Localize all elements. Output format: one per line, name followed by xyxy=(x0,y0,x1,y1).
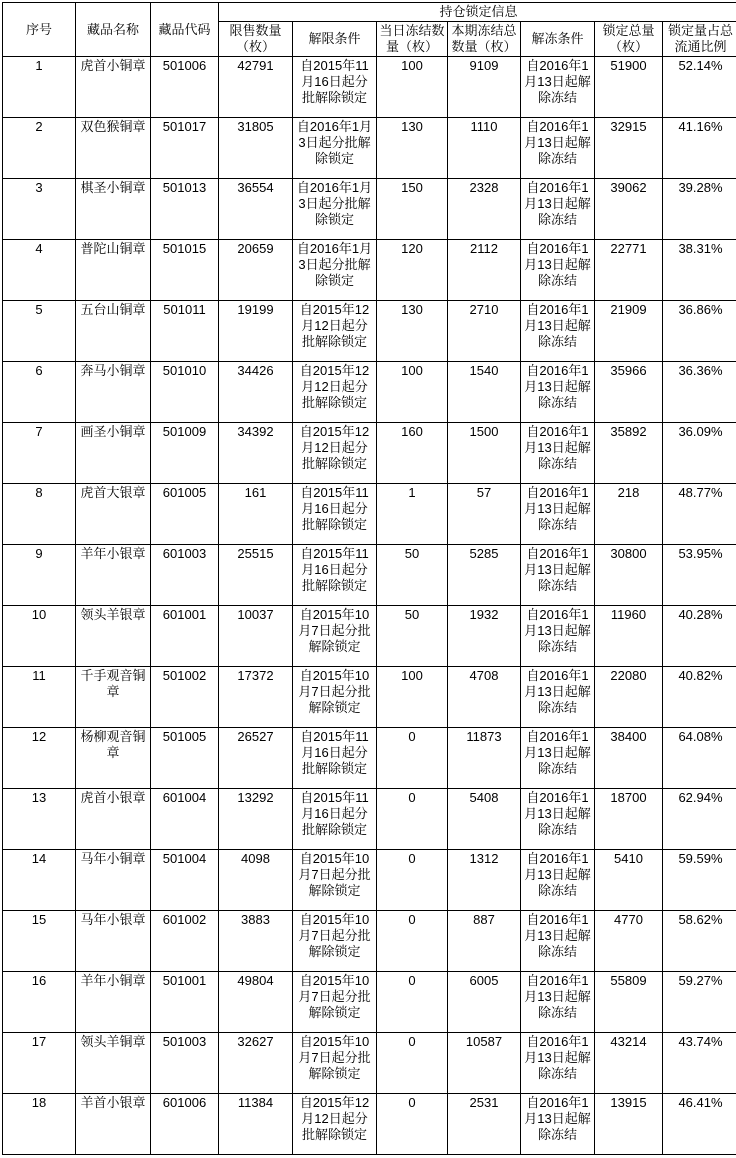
table-cell: 887 xyxy=(448,911,521,972)
table-cell: 自2016年1月13日起解除冻结 xyxy=(521,911,595,972)
table-cell: 虎首大银章 xyxy=(76,484,151,545)
table-cell: 43.74% xyxy=(663,1033,736,1094)
header-row-group xyxy=(3,3,736,22)
table-cell: 501005 xyxy=(151,728,219,789)
table-cell: 150 xyxy=(377,179,448,240)
table-cell: 羊首小银章 xyxy=(76,1094,151,1155)
table-cell: 36554 xyxy=(219,179,293,240)
table-cell: 57 xyxy=(448,484,521,545)
table-cell: 40.82% xyxy=(663,667,736,728)
table-cell: 46.41% xyxy=(663,1094,736,1155)
table-cell: 自2016年1月13日起解除冻结 xyxy=(521,1094,595,1155)
table-cell: 43214 xyxy=(595,1033,663,1094)
table-cell: 501001 xyxy=(151,972,219,1033)
table-cell: 普陀山铜章 xyxy=(76,240,151,301)
table-cell: 4770 xyxy=(595,911,663,972)
table-row xyxy=(3,606,736,667)
table-cell: 4 xyxy=(3,240,76,301)
table-cell: 501003 xyxy=(151,1033,219,1094)
table-cell: 100 xyxy=(377,57,448,118)
table-row xyxy=(3,1033,736,1094)
table-cell: 9109 xyxy=(448,57,521,118)
table-cell: 11 xyxy=(3,667,76,728)
table-cell: 36.09% xyxy=(663,423,736,484)
table-cell: 501009 xyxy=(151,423,219,484)
column-header: 本期冻结总数量（枚） xyxy=(448,22,521,57)
table-cell: 9 xyxy=(3,545,76,606)
table-row xyxy=(3,911,736,972)
table-cell: 14 xyxy=(3,850,76,911)
table-cell: 32915 xyxy=(595,118,663,179)
table-cell: 38400 xyxy=(595,728,663,789)
table-cell: 虎首小铜章 xyxy=(76,57,151,118)
table-cell: 601003 xyxy=(151,545,219,606)
column-header: 当日冻结数量（枚） xyxy=(377,22,448,57)
column-header: 锁定量占总流通比例 xyxy=(663,22,736,57)
table-body xyxy=(3,57,736,1155)
table-cell: 自2016年1月13日起解除冻结 xyxy=(521,57,595,118)
table-cell: 35892 xyxy=(595,423,663,484)
table-cell: 2328 xyxy=(448,179,521,240)
table-cell: 39062 xyxy=(595,179,663,240)
table-cell: 17372 xyxy=(219,667,293,728)
table-cell: 自2015年12月12日起分批解除锁定 xyxy=(293,1094,377,1155)
table-cell: 自2016年1月13日起解除冻结 xyxy=(521,728,595,789)
table-cell: 55809 xyxy=(595,972,663,1033)
table-cell: 39.28% xyxy=(663,179,736,240)
table-cell: 35966 xyxy=(595,362,663,423)
table-cell: 自2015年12月12日起分批解除锁定 xyxy=(293,362,377,423)
table-cell: 自2016年1月13日起解除冻结 xyxy=(521,301,595,362)
table-cell: 41.16% xyxy=(663,118,736,179)
table-cell: 601006 xyxy=(151,1094,219,1155)
table-cell: 自2016年1月13日起解除冻结 xyxy=(521,667,595,728)
table-cell: 自2015年10月7日起分批解除锁定 xyxy=(293,850,377,911)
table-cell: 0 xyxy=(377,972,448,1033)
table-cell: 自2016年1月13日起解除冻结 xyxy=(521,789,595,850)
table-cell: 501011 xyxy=(151,301,219,362)
table-cell: 领头羊银章 xyxy=(76,606,151,667)
table-cell: 120 xyxy=(377,240,448,301)
table-cell: 自2016年1月3日起分批解除锁定 xyxy=(293,240,377,301)
table-row xyxy=(3,1094,736,1155)
table-cell: 自2016年1月13日起解除冻结 xyxy=(521,545,595,606)
table-cell: 52.14% xyxy=(663,57,736,118)
table-cell: 自2016年1月13日起解除冻结 xyxy=(521,179,595,240)
table-cell: 501002 xyxy=(151,667,219,728)
column-header: 解限条件 xyxy=(293,22,377,57)
table-cell: 0 xyxy=(377,1094,448,1155)
table-cell: 自2015年10月7日起分批解除锁定 xyxy=(293,1033,377,1094)
table-row xyxy=(3,179,736,240)
table-cell: 59.27% xyxy=(663,972,736,1033)
table-cell: 20659 xyxy=(219,240,293,301)
table-cell: 0 xyxy=(377,728,448,789)
table-cell: 羊年小银章 xyxy=(76,545,151,606)
table-header xyxy=(3,3,736,57)
table-row xyxy=(3,118,736,179)
table-cell: 16 xyxy=(3,972,76,1033)
table-cell: 8 xyxy=(3,484,76,545)
table-row xyxy=(3,57,736,118)
table-cell: 36.86% xyxy=(663,301,736,362)
table-cell: 19199 xyxy=(219,301,293,362)
table-cell: 130 xyxy=(377,118,448,179)
table-cell: 501006 xyxy=(151,57,219,118)
table-cell: 161 xyxy=(219,484,293,545)
table-cell: 13292 xyxy=(219,789,293,850)
table-cell: 5408 xyxy=(448,789,521,850)
table-row xyxy=(3,301,736,362)
table-cell: 53.95% xyxy=(663,545,736,606)
table-cell: 5410 xyxy=(595,850,663,911)
table-cell: 自2015年11月16日起分批解除锁定 xyxy=(293,545,377,606)
table-cell: 34392 xyxy=(219,423,293,484)
table-cell: 32627 xyxy=(219,1033,293,1094)
table-cell: 领头羊铜章 xyxy=(76,1033,151,1094)
table-cell: 48.77% xyxy=(663,484,736,545)
table-cell: 1500 xyxy=(448,423,521,484)
table-cell: 18 xyxy=(3,1094,76,1155)
table-cell: 棋圣小铜章 xyxy=(76,179,151,240)
table-cell: 1110 xyxy=(448,118,521,179)
table-cell: 自2016年1月13日起解除冻结 xyxy=(521,240,595,301)
table-cell: 49804 xyxy=(219,972,293,1033)
column-header-item-name: 藏品名称 xyxy=(76,3,151,57)
table-cell: 11960 xyxy=(595,606,663,667)
table-cell: 21909 xyxy=(595,301,663,362)
table-cell: 18700 xyxy=(595,789,663,850)
table-cell: 6 xyxy=(3,362,76,423)
holdings-lock-table xyxy=(2,2,736,1155)
column-header-item-code: 藏品代码 xyxy=(151,3,219,57)
table-cell: 双色猴铜章 xyxy=(76,118,151,179)
table-cell: 11384 xyxy=(219,1094,293,1155)
table-cell: 601002 xyxy=(151,911,219,972)
table-cell: 1 xyxy=(377,484,448,545)
table-cell: 501013 xyxy=(151,179,219,240)
table-cell: 64.08% xyxy=(663,728,736,789)
table-cell: 10037 xyxy=(219,606,293,667)
table-cell: 自2016年1月13日起解除冻结 xyxy=(521,118,595,179)
column-header-serial: 序号 xyxy=(3,3,76,57)
table-row xyxy=(3,850,736,911)
table-cell: 5 xyxy=(3,301,76,362)
table-cell: 自2016年1月13日起解除冻结 xyxy=(521,606,595,667)
table-row xyxy=(3,484,736,545)
table-cell: 501017 xyxy=(151,118,219,179)
table-cell: 51900 xyxy=(595,57,663,118)
table-cell: 31805 xyxy=(219,118,293,179)
table-cell: 自2015年11月16日起分批解除锁定 xyxy=(293,728,377,789)
table-cell: 0 xyxy=(377,789,448,850)
table-cell: 15 xyxy=(3,911,76,972)
table-cell: 杨柳观音铜章 xyxy=(76,728,151,789)
table-row xyxy=(3,423,736,484)
table-cell: 2531 xyxy=(448,1094,521,1155)
table-cell: 虎首小银章 xyxy=(76,789,151,850)
table-cell: 画圣小铜章 xyxy=(76,423,151,484)
table-cell: 0 xyxy=(377,911,448,972)
table-cell: 自2015年10月7日起分批解除锁定 xyxy=(293,667,377,728)
column-header: 解冻条件 xyxy=(521,22,595,57)
table-cell: 2112 xyxy=(448,240,521,301)
table-cell: 自2016年1月13日起解除冻结 xyxy=(521,972,595,1033)
table-row xyxy=(3,972,736,1033)
table-cell: 22771 xyxy=(595,240,663,301)
table-cell: 7 xyxy=(3,423,76,484)
table-cell: 26527 xyxy=(219,728,293,789)
table-cell: 40.28% xyxy=(663,606,736,667)
table-cell: 12 xyxy=(3,728,76,789)
table-row xyxy=(3,240,736,301)
table-cell: 100 xyxy=(377,362,448,423)
table-cell: 601001 xyxy=(151,606,219,667)
table-cell: 6005 xyxy=(448,972,521,1033)
table-cell: 501004 xyxy=(151,850,219,911)
table-cell: 30800 xyxy=(595,545,663,606)
table-cell: 自2015年11月16日起分批解除锁定 xyxy=(293,57,377,118)
table-cell: 2710 xyxy=(448,301,521,362)
table-cell: 自2015年12月12日起分批解除锁定 xyxy=(293,423,377,484)
table-cell: 2 xyxy=(3,118,76,179)
table-cell: 1 xyxy=(3,57,76,118)
table-cell: 五台山铜章 xyxy=(76,301,151,362)
table-cell: 501010 xyxy=(151,362,219,423)
table-cell: 59.59% xyxy=(663,850,736,911)
table-cell: 501015 xyxy=(151,240,219,301)
group-header-lock-info: 持仓锁定信息 xyxy=(219,3,736,22)
table-cell: 自2015年11月16日起分批解除锁定 xyxy=(293,484,377,545)
table-cell: 10 xyxy=(3,606,76,667)
table-cell: 自2016年1月3日起分批解除锁定 xyxy=(293,179,377,240)
table-cell: 42791 xyxy=(219,57,293,118)
table-cell: 羊年小铜章 xyxy=(76,972,151,1033)
table-cell: 38.31% xyxy=(663,240,736,301)
column-header: 锁定总量（枚） xyxy=(595,22,663,57)
table-cell: 自2015年12月12日起分批解除锁定 xyxy=(293,301,377,362)
table-cell: 11873 xyxy=(448,728,521,789)
table-cell: 10587 xyxy=(448,1033,521,1094)
table-cell: 0 xyxy=(377,1033,448,1094)
table-cell: 马年小铜章 xyxy=(76,850,151,911)
table-cell: 36.36% xyxy=(663,362,736,423)
table-cell: 62.94% xyxy=(663,789,736,850)
table-cell: 5285 xyxy=(448,545,521,606)
table-cell: 17 xyxy=(3,1033,76,1094)
table-cell: 3 xyxy=(3,179,76,240)
table-cell: 1312 xyxy=(448,850,521,911)
table-cell: 13915 xyxy=(595,1094,663,1155)
table-cell: 25515 xyxy=(219,545,293,606)
table-cell: 1540 xyxy=(448,362,521,423)
table-cell: 自2016年1月3日起分批解除锁定 xyxy=(293,118,377,179)
table-row xyxy=(3,362,736,423)
table-cell: 自2016年1月13日起解除冻结 xyxy=(521,1033,595,1094)
table-cell: 自2015年11月16日起分批解除锁定 xyxy=(293,789,377,850)
table-cell: 自2016年1月13日起解除冻结 xyxy=(521,423,595,484)
table-cell: 1932 xyxy=(448,606,521,667)
table-cell: 13 xyxy=(3,789,76,850)
table-cell: 601004 xyxy=(151,789,219,850)
table-cell: 4098 xyxy=(219,850,293,911)
table-cell: 601005 xyxy=(151,484,219,545)
table-cell: 100 xyxy=(377,667,448,728)
table-cell: 130 xyxy=(377,301,448,362)
table-row xyxy=(3,789,736,850)
table-cell: 自2016年1月13日起解除冻结 xyxy=(521,362,595,423)
table-cell: 160 xyxy=(377,423,448,484)
table-cell: 自2016年1月13日起解除冻结 xyxy=(521,850,595,911)
table-row xyxy=(3,545,736,606)
table-cell: 34426 xyxy=(219,362,293,423)
table-cell: 58.62% xyxy=(663,911,736,972)
table-cell: 马年小银章 xyxy=(76,911,151,972)
table-cell: 自2015年10月7日起分批解除锁定 xyxy=(293,972,377,1033)
table-cell: 4708 xyxy=(448,667,521,728)
table-cell: 218 xyxy=(595,484,663,545)
table-cell: 50 xyxy=(377,606,448,667)
table-row xyxy=(3,667,736,728)
table-cell: 自2015年10月7日起分批解除锁定 xyxy=(293,911,377,972)
table-cell: 奔马小铜章 xyxy=(76,362,151,423)
table-cell: 自2016年1月13日起解除冻结 xyxy=(521,484,595,545)
table-cell: 50 xyxy=(377,545,448,606)
table-cell: 22080 xyxy=(595,667,663,728)
table-cell: 千手观音铜章 xyxy=(76,667,151,728)
table-row xyxy=(3,728,736,789)
table-cell: 0 xyxy=(377,850,448,911)
table-cell: 自2015年10月7日起分批解除锁定 xyxy=(293,606,377,667)
column-header: 限售数量（枚） xyxy=(219,22,293,57)
table-cell: 3883 xyxy=(219,911,293,972)
